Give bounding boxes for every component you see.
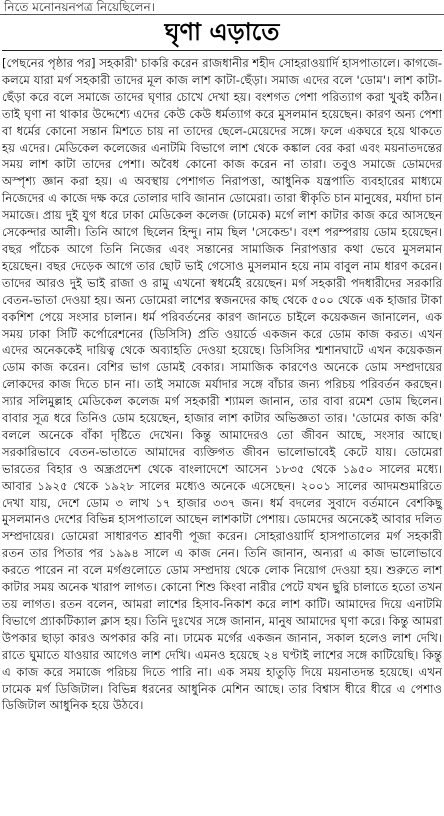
previous-article-fragment: নিতে মনোনয়নপত্র নিয়েছিলেন। <box>0 0 444 15</box>
continuation-kicker: [পেছনের পৃষ্ঠার পর] <box>2 56 96 70</box>
headline: ঘৃণা এড়াতে <box>164 18 280 46</box>
article-body <box>0 55 444 714</box>
headline-rule <box>2 50 442 51</box>
article-text: সহকারী' চাকরি করেন রাজধানীর শহীদ সোহরাওয়ার্দি হাসপাতালে। কাগজে-কলমে যারা মর্গ সহকারী তাদের মূল কাজ লাশ কাটা-ছেঁড়া। সমাজ এদের বলে 'ডোম'। লাশ কাটা-ছেঁড়া করে বলে সমাজে তাদের ঘৃণার চোখে দেখা হয়। বংশগত পেশা পরিত্যাগ করা খুবই কঠিন। তাই ঘৃণা না থাকার উদ্দেশ্যে এদের কেউ কেউ ধর্মত্যাগ করে মুসলমান হয়েছেন। কারণ অন্য পেশা বা ধর্মের কোনো সন্তান মিশতে চায় না তাদের ছেলে-মেয়েদের সঙ্গে। ফলে একঘরে হয়ে থাকতে হয় এদের। মেডিকেল কলেজের এনাটমি বিভাগে লাশ থেকে কঙ্কাল বের করা এবং ময়নাতদন্তের সময় লাশ কাটা তাদের পেশা। অবৈধ কোনো কাজ করেন না তারা। তবুও সমাজে ডোমদের অস্পৃশ্য জ্ঞান করা হয়। এ অবস্থায় পেশাগত নিরাপত্তা, আধুনিক যন্ত্রপাতি ব্যবহারের মাধ্যমে নিজেদের এ কাজে দক্ষ করে তোলার দাবি জানান ডোমেরা। তারা স্বীকৃতি চান মানুষের, মর্যাদা চান সমাজে। প্রায় দুই যুগ ধরে ঢাকা মেডিকেল কলেজ (ঢামেক) মর্গে লাশ কাটার কাজ করে আসছেন সেকেন্দার আলী। তিনি আগে ছিলেন হিন্দু। নাম ছিল 'সেকেন্ড'। বংশ পরম্পরায় ডোম হয়েছেন। বছর পাঁচেক আগে তিনি নিজের এবং সন্তানের সামাজিক নিরাপত্তার কথা ভেবে মুসলমান হয়েছেন। বছর দেড়েক আগে তার ছোট ভাই গেসোও মুসলমান হয়ে নাম বাবুল নাম ধারণ করেন। তাদের আরও দুই ভাই রাজা ও রামু এখনো স্বধর্মেই রয়েছেন। মর্গ সহকারী পদধারীদের সরকারি বেতন-ভাতা দেওয়া হয়। অন্য ডোমেরা লাশের স্বজনদের কাছ থেকে ৫০০ থেকে এক হাজার টাকা বকশিশ পেয়ে সংসার চালান। ধর্ম পরিবর্তনের কারণ জানতে চাইলে কয়েকজন জানালেন, এক সময় ঢাকা সিটি কর্পোরেশনের (ডিসিসি) প্রতি ওয়ার্ডে একজন করে ডোম কাজ করত। এখন এদের অনেককেই দায়িত্ব থেকে অব্যাহতি দেওয়া হয়েছে। ডিসিসির শ্মশানঘাটে এখন কয়েকজন ডোম কাজ করেন। বেশির ভাগ ডোমই বেকার। সামাজিক কারণেও অনেকে ডোম সম্প্রদায়ের লোকদের কাজ দিতে চান না। তাই সমাজে মর্যাদার সঙ্গে বাঁচার জন্য পরিচয় পরিবর্তন করছেন। স্যার সলিমুল্লাহ মেডিকেল কলেজ মর্গ সহকারী শ্যামল জানান, তার বাবা রমেশ ডোম ছিলেন। বাবার সূত্র ধরে তিনিও ডোম হয়েছেন, হাজার লাশ কাটার অভিজ্ঞতা তার। 'ডোমের কাজ করি' বললে অনেকে বাঁকা দৃষ্টিতে দেখেন। কিন্তু আমাদেরও তো জীবন আছে, সংসার আছে। সরকারিভাবে বেতন-ভাতাতে আমাদের ব্যক্তিগত জীবন ভালোভাবেই কেটে যায়। ডোমেরা ভারতের বিহার ও অন্ধ্রপ্রদেশ থেকে বাংলাদেশে আসেন ১৮৩৫ থেকে ১৯৫০ সালের মধ্যে। আবার ১৯২৫ থেকে ১৯২৮ সালের মধ্যেও অনেকে এসেছেন। ২০০১ সালের আদমশুমারিতে দেখা যায়, দেশে ডোম ৩ লাখ ১৭ হাজার ৩৩৭ জন। ধর্ম বদলের সুবাদে বর্তমানে বেশকিছু মুসলমানও দেশের বিভিন্ন হাসপাতালে আছেন লাশকাটা পেশায়। ডোমদের অনেকেই আবার দলিত সম্প্রদায়ের। ডোমেরা সাধারণত শ্রাবণী পূজা করেন। সোহরাওয়ার্দি হাসপাতালের মর্গ সহকারী রতন তার পিতার পর ১৯৯৪ সালে এ কাজ নেন। তিনি জানান, অন্যরা এ কাজ ভালোভাবে করতে পারেন না বলে মর্গগুলোতে ডোম সম্প্রদায় থেকে লোক নিয়োগ দেওয়া হয়। শুরুতে লাশ কাটার সময় অনেক খারাপ লাগত। কোনো শিশু কিংবা নারীর পেটে যখন ছুরি চালাতে হতো তখন তয় লাগত। রতন বলেন, আমরা লাশের হিসাব-নিকাশ করে লাশ কাটি। আমাদের দিয়ে এনাটমি বিভাগে প্র্যাকটিক্যাল ক্লাস হয়। তিনি দুঃখের সঙ্গে জানান, মানুষ আমাদের ঘৃণা করে। কিন্তু আমরা উপকার ছাড়া কারও অপকার করি না। ঢামেক মর্গের একজন জানান, সকাল হলেও লাশ দেখি। রাতে ঘুমাতে যাওয়ার আগেও লাশ দেখি। এমনও হয়েছে ২৪ ঘণ্টাই লাশের সঙ্গে কাটিয়েছি। কিন্তু এ কাজ করে সমাজে পরিচয় দিতে পারি না। এক সময় হাতুড়ি দিয়ে ময়নাতদন্ত হয়েছে। এখন ঢামেক মর্গ ডিজিটাল। বিভিন্ন ধরনের আধুনিক মেশিন আছে। তার বিশ্বাস ধীরে ধীরে এ পেশাও ডিজিটাল আধুনিক হয়ে উঠবে। <box>2 56 442 713</box>
